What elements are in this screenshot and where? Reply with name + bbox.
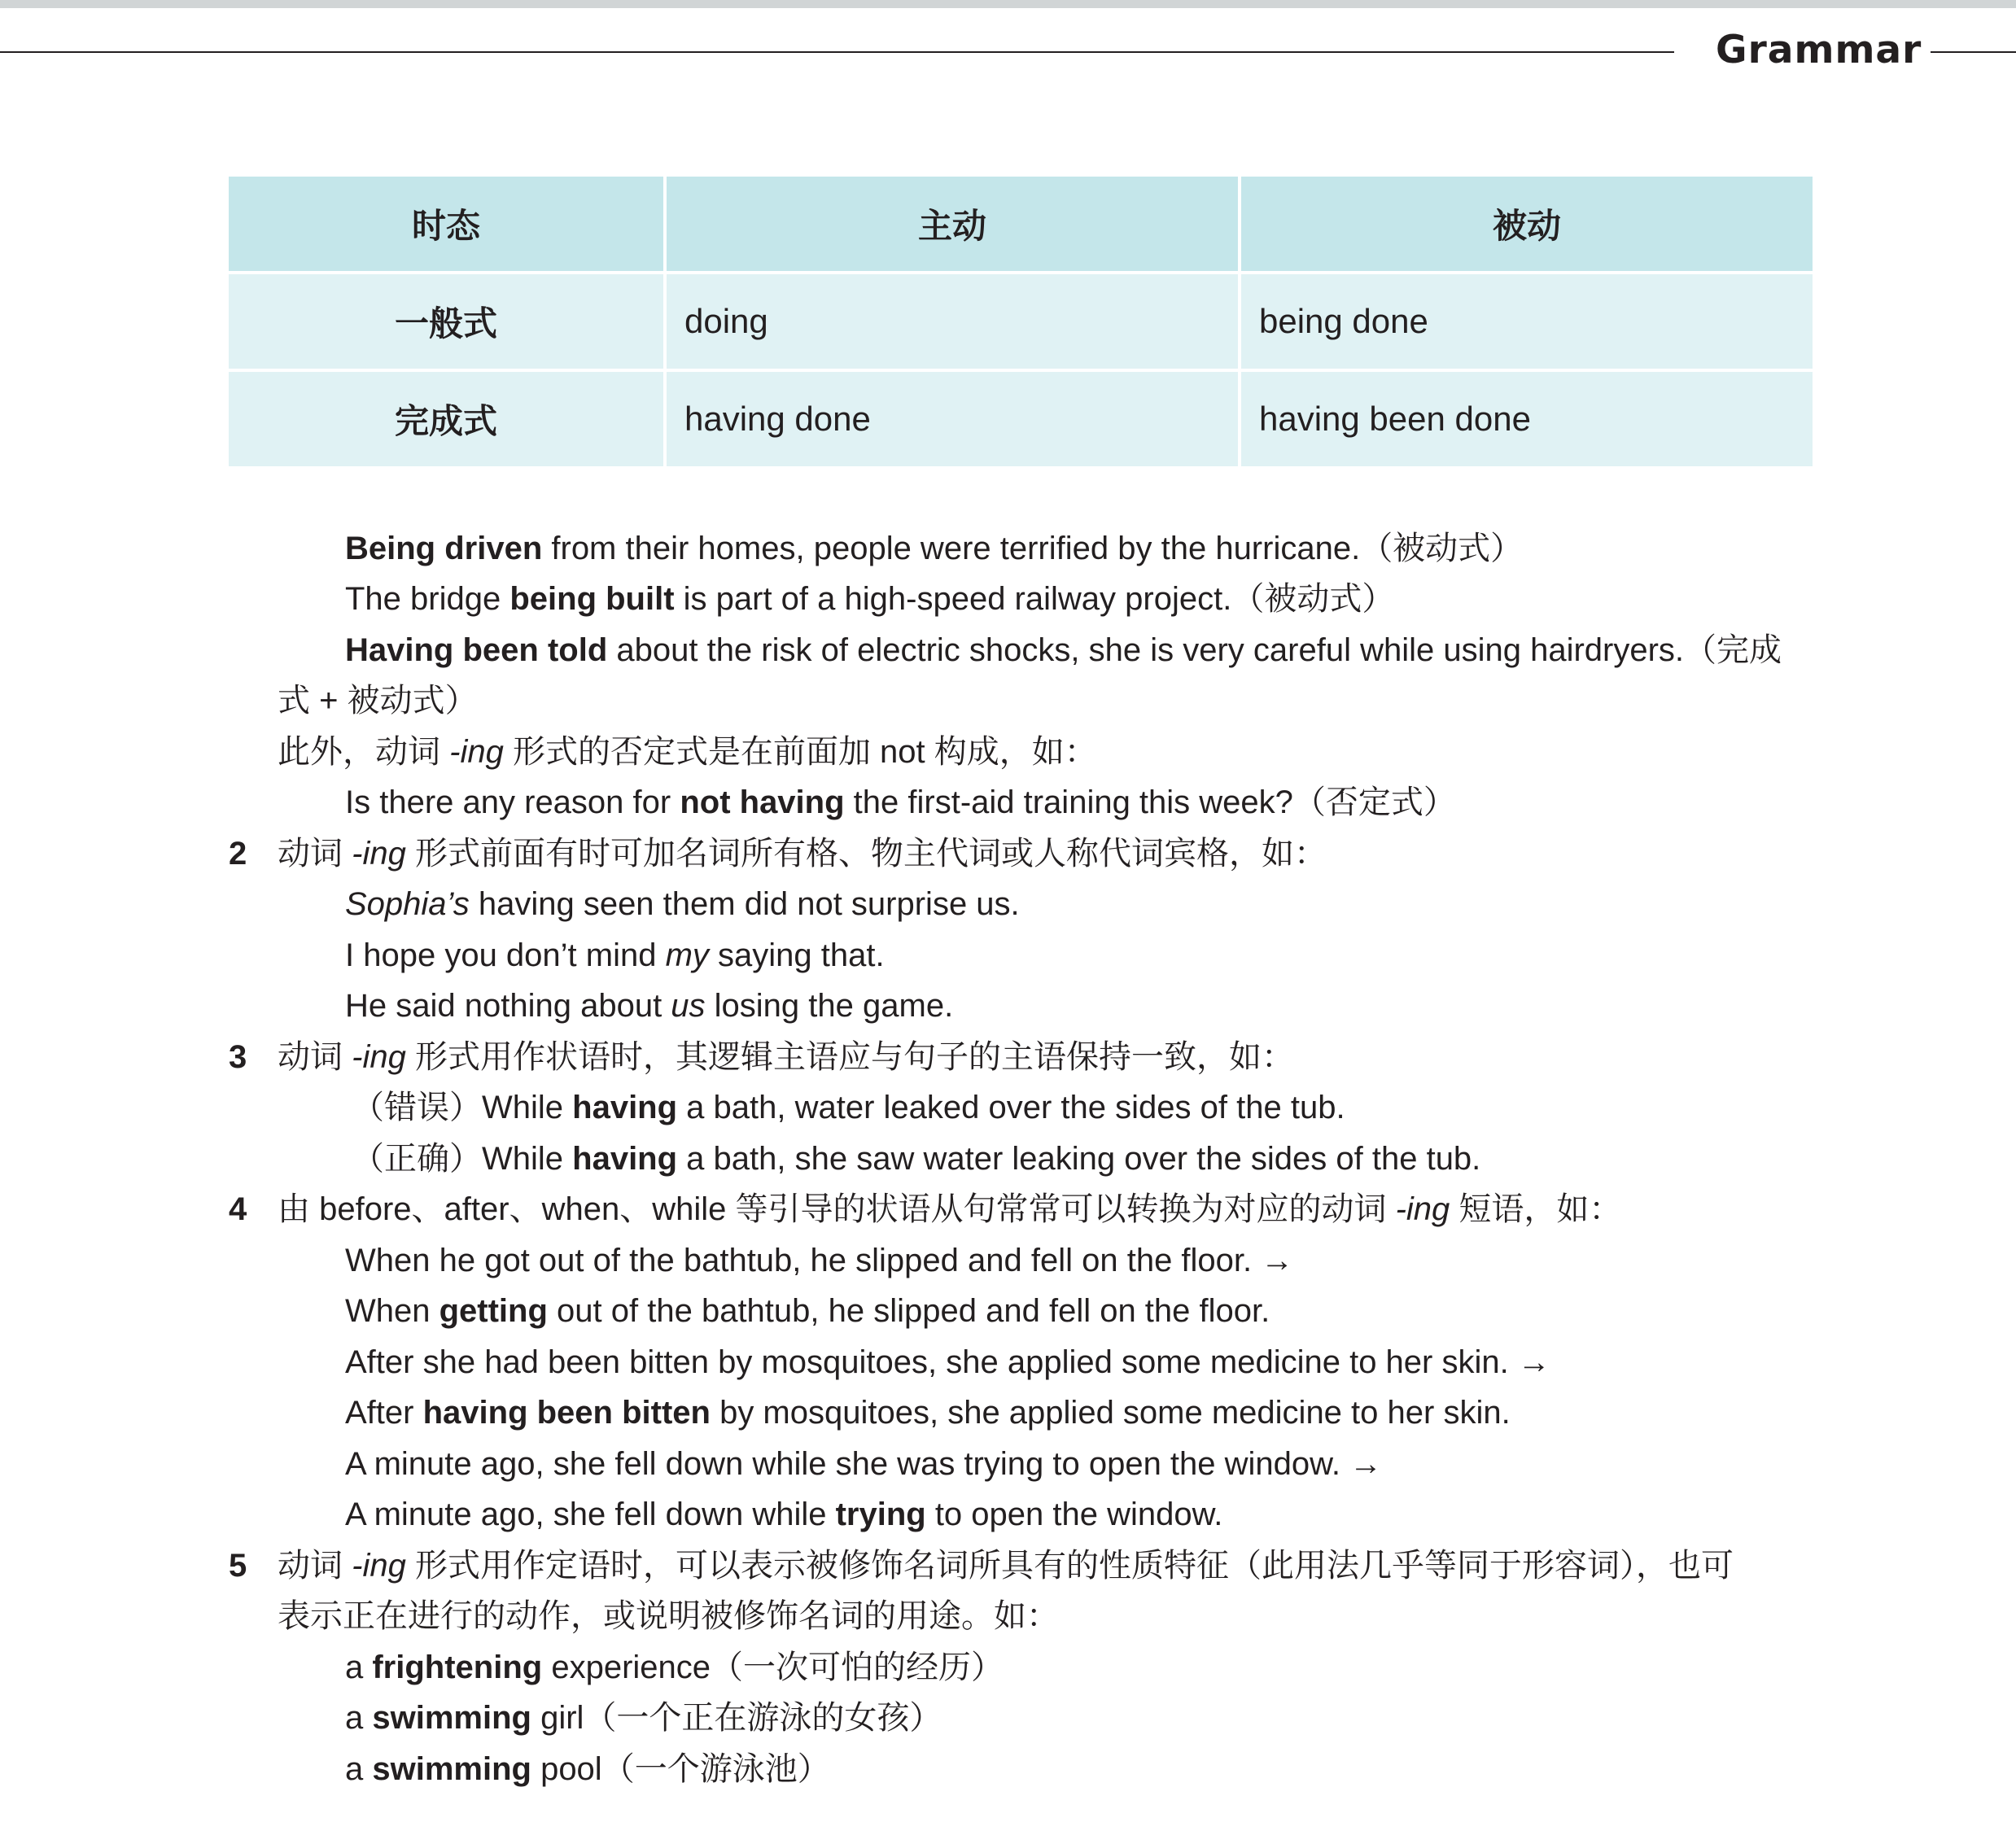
emphasis: swimming [372,1751,531,1787]
example-text: a [345,1700,373,1736]
rule-text-part: 由 before、after、when、while 等引导的状语从句常常可以转换为对应的动词 [278,1191,1396,1227]
example-text: having seen them did not surprise us. [469,886,1020,922]
emphasis: frightening [372,1650,543,1685]
rule-text [278,828,1327,879]
rule-number: 4 [229,1191,247,1227]
emphasis-italic: us [671,988,706,1024]
rule-text [278,1540,1734,1591]
section-title: Grammar [1716,28,1922,72]
table-header-cell: 时态 [229,177,663,271]
example-note: （一次可怕的经历） [711,1650,1004,1685]
example-line [345,1286,1270,1336]
ing-suffix: -ing [352,1548,406,1584]
example-note: （被动式） [1231,581,1395,617]
ing-forms-table [229,177,1813,470]
table-row [229,274,1813,369]
example-text: After [345,1395,423,1431]
tense-cell: 完成式 [229,372,663,466]
rule-number: 3 [229,1039,247,1075]
example-text: When he got out of the bathtub, he slipped and fell on the floor. → [345,1243,1294,1278]
example-text: experience [542,1650,711,1685]
example-text: While [482,1090,573,1125]
example-text: about the risk of electric shocks, she is very careful while using hairdryers. [607,632,1685,668]
ing-suffix: -ing [449,734,504,770]
emphasis: not having [680,784,845,820]
table-header-cell: 主动 [667,177,1238,271]
rule-text-continued [278,1591,1059,1641]
table-header-row [229,177,1813,271]
emphasis: swimming [372,1700,531,1736]
rule-text [278,1184,1621,1234]
rule-text-part: 动词 [278,1548,352,1584]
emphasis: Having been told [345,632,608,668]
rule-text-part: 此外，动词 [278,734,450,770]
emphasis-italic: Sophia’s [345,886,470,922]
example-line [345,625,1782,675]
example-text: by mosquitoes, she applied some medicine to her skin. [710,1395,1511,1431]
example-line [345,1489,1222,1540]
active-cell: having done [667,372,1238,466]
tense-cell: 一般式 [229,274,663,369]
example-text: saying that. [708,937,885,973]
example-text: I hope you don’t mind [345,937,666,973]
example-text: out of the bathtub, he slipped and fell on the floor. [547,1293,1270,1329]
example-text: losing the game. [705,988,954,1024]
example-line [352,1082,1345,1133]
example-line-continued [278,675,478,726]
example-text: He said nothing about [345,988,671,1024]
example-text: a bath, water leaked over the sides of the tub. [677,1090,1345,1125]
ing-suffix: -ing [1395,1191,1450,1227]
rule-text-part: 表示正在进行的动作，或说明被修饰名词的用途。如： [278,1598,1059,1634]
rule-text-part: 动词 [278,836,352,872]
example-text: a [345,1751,373,1787]
emphasis: having [572,1141,678,1177]
table-row [229,372,1813,466]
rule-text [278,727,1097,777]
example-text: When [345,1293,439,1329]
example-line [345,777,1456,828]
passive-cell: having been done [1241,372,1813,466]
emphasis: having [572,1090,678,1125]
emphasis: trying [835,1497,926,1532]
passive-cell: being done [1241,274,1813,369]
example-note: 式 + 被动式） [278,683,478,719]
rule-text [278,1032,1294,1082]
example-line [345,879,1020,929]
emphasis: being built [509,581,675,617]
example-line [345,1439,1382,1489]
rule-text-part: 形式用作定语时，可以表示被修饰名词所具有的性质特征（此用法几乎等同于形容词），也可 [405,1548,1734,1584]
example-text: a bath, she saw water leaking over the sides of the tub. [677,1141,1481,1177]
rule-text-part: 形式前面有时可加名词所有格、物主代词或人称代词宾格，如： [405,836,1327,872]
example-line [345,523,1523,574]
example-line [352,1134,1480,1184]
example-line [345,574,1394,624]
example-line [345,1387,1511,1438]
rule-text-part: 动词 [278,1039,352,1075]
example-text: pool [531,1751,602,1787]
example-text: the first-aid training this week? [844,784,1293,820]
example-line [345,981,953,1031]
example-text: from their homes, people were terrified by the hurricane. [542,531,1361,566]
example-note: （完成 [1684,632,1782,668]
emphasis: having been bitten [422,1395,711,1431]
example-note: （否定式） [1292,784,1456,820]
example-line [345,1235,1293,1286]
example-text: A minute ago, she fell down while she was trying to open the window. → [345,1446,1383,1482]
ing-suffix: -ing [352,1039,406,1075]
header-rule-left [0,51,1674,53]
example-line [345,1693,942,1743]
example-note: （一个游泳池） [601,1751,830,1787]
active-cell: doing [667,274,1238,369]
example-line [345,1744,830,1794]
rule-text-part: 形式用作状语时，其逻辑主语应与句子的主语保持一致，如： [405,1039,1294,1075]
example-text: girl [531,1700,584,1736]
example-line [345,930,885,981]
example-line [345,1337,1550,1387]
rule-text-part: 短语，如： [1450,1191,1622,1227]
example-text: Is there any reason for [345,784,680,820]
example-text: to open the window. [925,1497,1223,1532]
example-text: A minute ago, she fell down while [345,1497,836,1532]
example-note: （被动式） [1360,531,1524,566]
example-text: While [482,1141,573,1177]
top-band [0,0,2016,8]
example-label: （正确） [352,1141,482,1177]
emphasis: getting [439,1293,548,1329]
example-text: a [345,1650,373,1685]
emphasis-italic: my [665,937,709,973]
emphasis: Being driven [345,531,543,566]
example-line [345,1642,1004,1693]
example-text: After she had been bitten by mosquitoes, she applied some medicine to her skin. → [345,1344,1550,1380]
rule-number: 5 [229,1548,247,1584]
example-text: The bridge [345,581,510,617]
example-note: （一个正在游泳的女孩） [584,1700,942,1736]
header-rule-right [1931,51,2016,53]
rule-number: 2 [229,836,247,872]
rule-text-part: 形式的否定式是在前面加 not 构成，如： [503,734,1097,770]
example-label: （错误） [352,1090,482,1125]
table-header-cell: 被动 [1241,177,1813,271]
example-text: is part of a high-speed railway project. [674,581,1232,617]
ing-suffix: -ing [352,836,406,872]
